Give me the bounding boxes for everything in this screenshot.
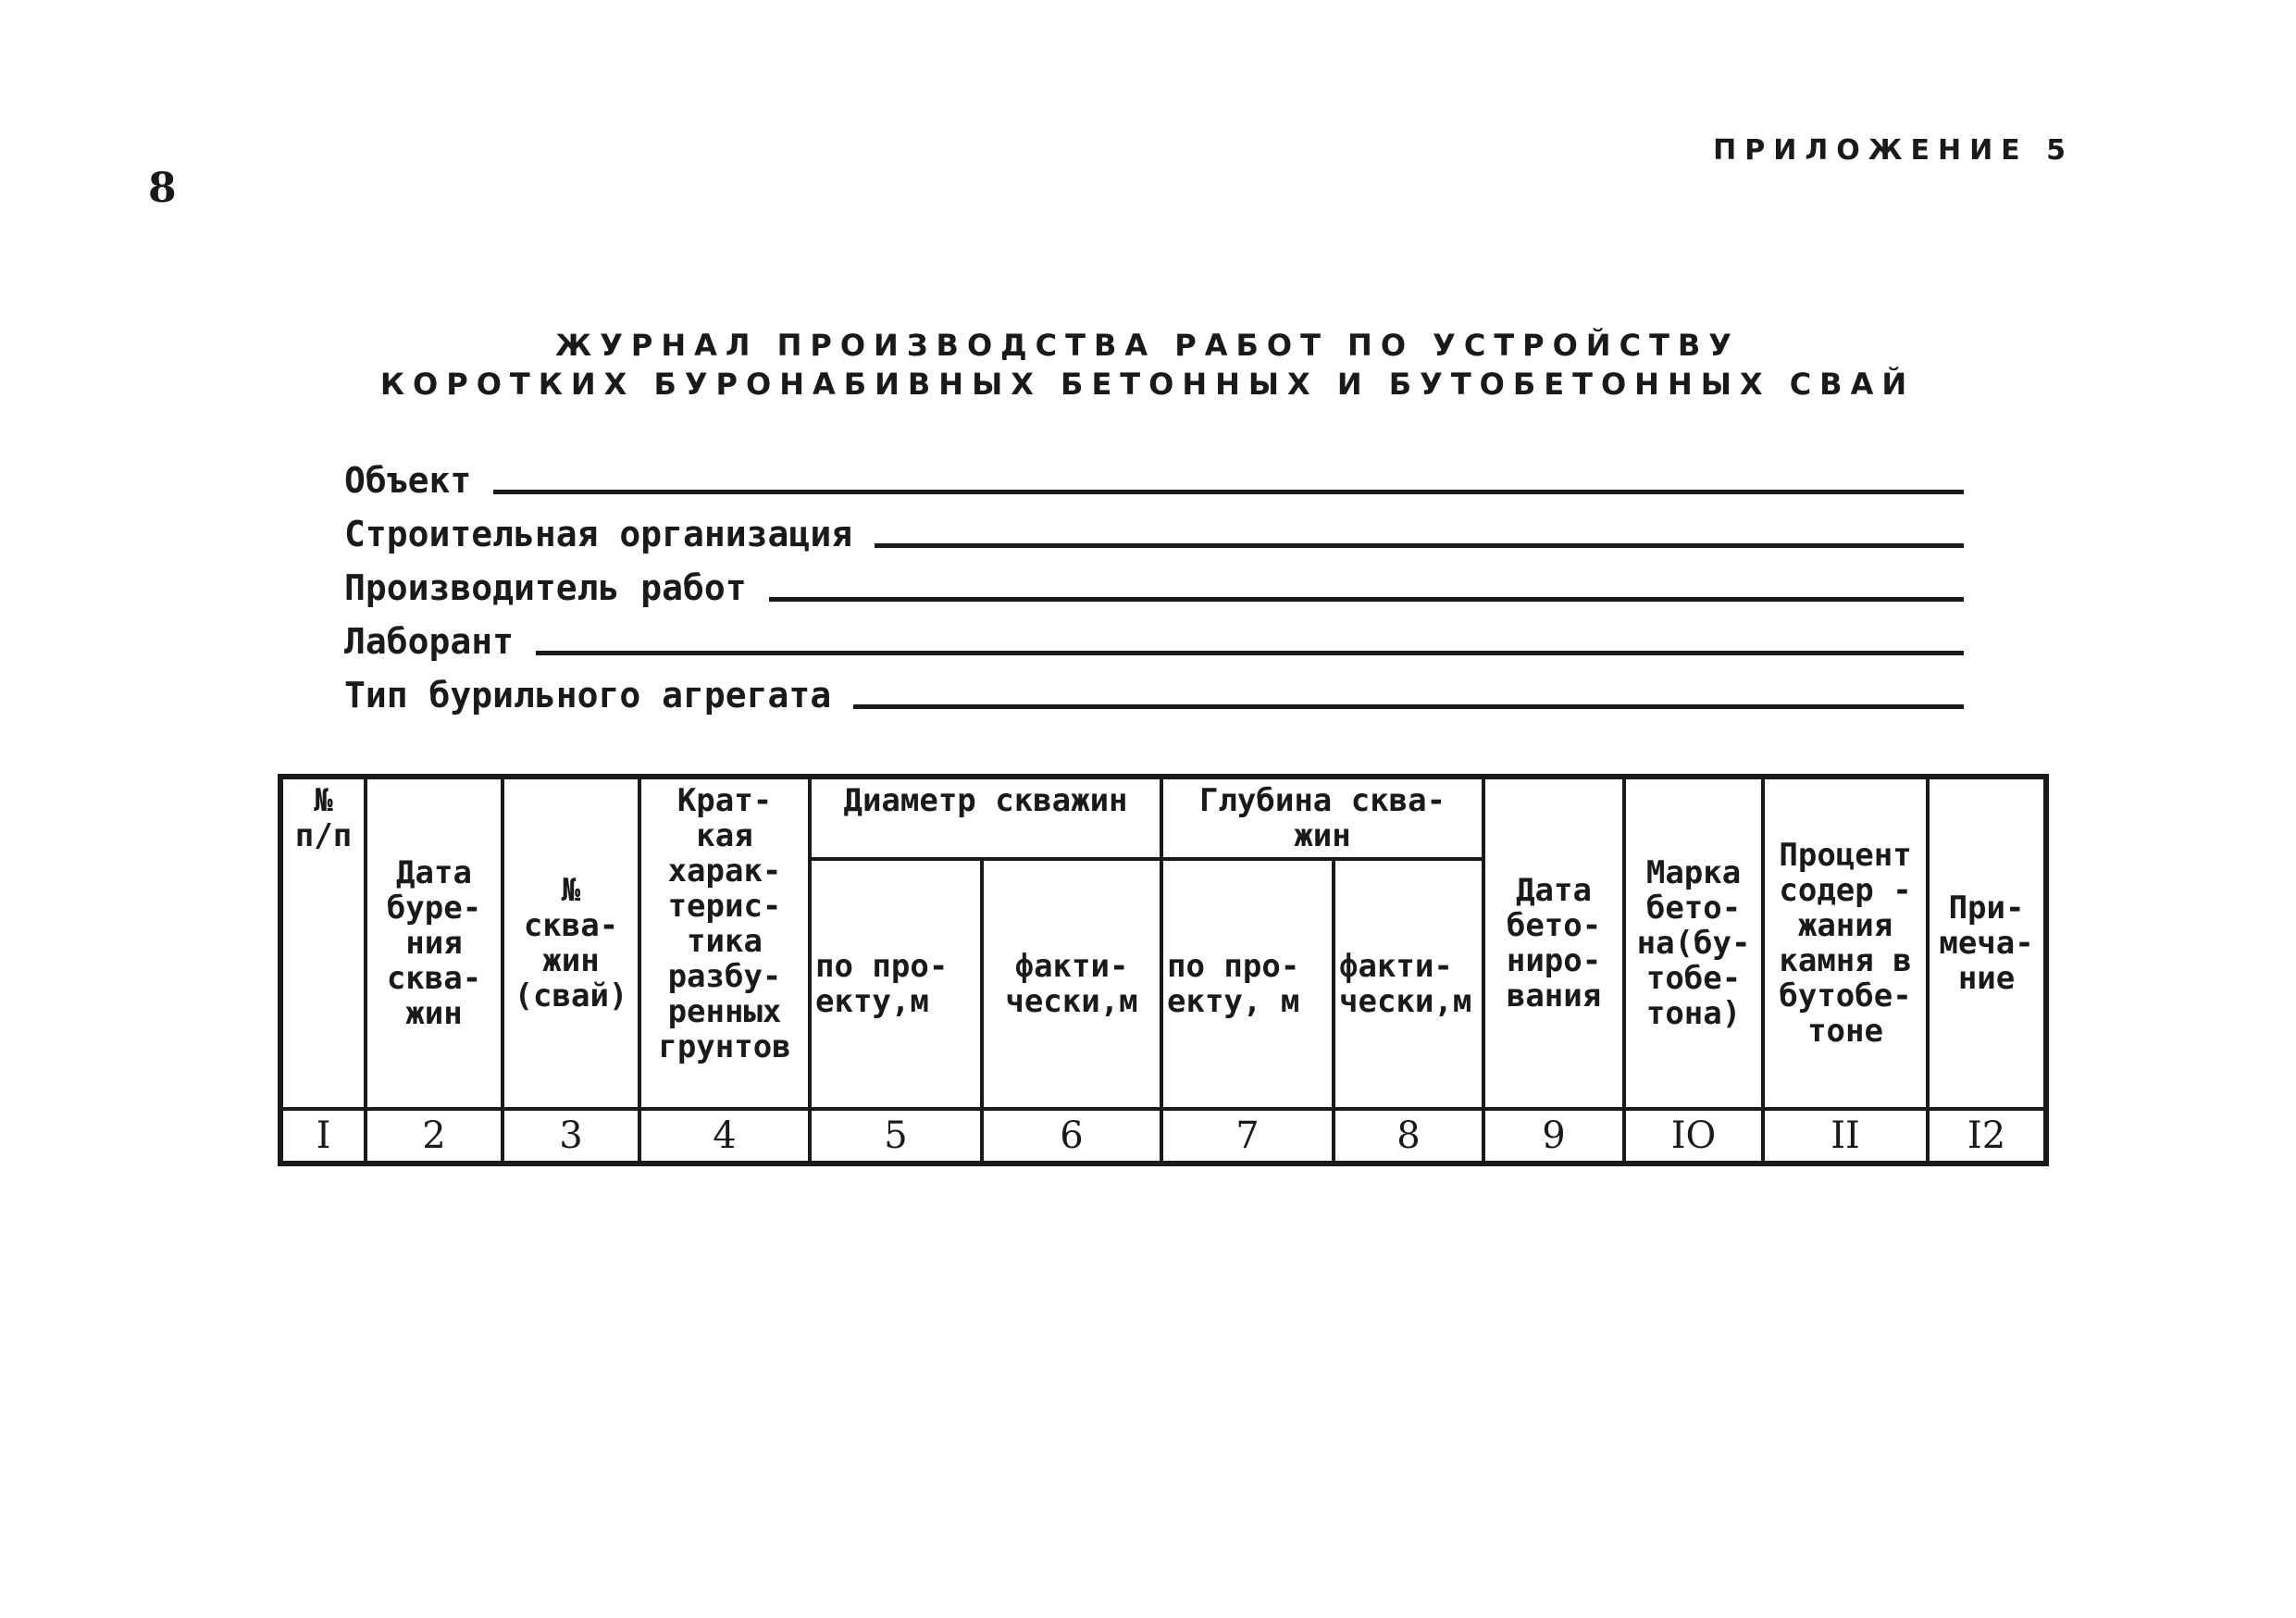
field-object-line bbox=[493, 490, 1964, 494]
field-foreman-line bbox=[769, 597, 1964, 602]
title-line-2: КОРОТКИХ БУРОНАБИВНЫХ БЕТОННЫХ И БУТОБЕТОННЫХ СВАЙ bbox=[379, 367, 1916, 402]
column-number: IO bbox=[1624, 1109, 1763, 1164]
title-line-1: ЖУРНАЛ ПРОИЗВОДСТВА РАБОТ ПО УСТРОЙСТВУ bbox=[555, 328, 1740, 363]
header-depth-actual: факти- чески,м bbox=[1334, 859, 1483, 1109]
header-notes: При- меча- ние bbox=[1928, 777, 2046, 1109]
field-organization bbox=[344, 502, 1964, 555]
column-number: 3 bbox=[503, 1109, 639, 1164]
header-fields bbox=[344, 448, 1964, 716]
field-organization-line bbox=[875, 543, 1964, 548]
column-number: 4 bbox=[639, 1109, 810, 1164]
header-well-number: № сква- жин (свай) bbox=[503, 777, 639, 1109]
field-drill-rig-label: Тип бурильного агрегата bbox=[344, 675, 832, 716]
appendix-label: ПРИЛОЖЕНИЕ 5 bbox=[1713, 134, 2074, 167]
field-lab-assistant-line bbox=[536, 651, 1964, 655]
header-row-number: № п/п bbox=[280, 777, 366, 1109]
column-number: 5 bbox=[810, 1109, 982, 1164]
header-drilling-date: Дата буре- ния сква- жин bbox=[366, 777, 503, 1109]
header-group-diameter: Диаметр скважин bbox=[810, 777, 1161, 859]
header-diameter-project: по про- екту,м bbox=[810, 859, 982, 1109]
field-lab-assistant bbox=[344, 609, 1964, 663]
journal-table bbox=[278, 774, 2049, 1166]
field-foreman-label: Производитель работ bbox=[344, 567, 747, 608]
column-number: 8 bbox=[1334, 1109, 1483, 1164]
header-diameter-actual: факти- чески,м bbox=[982, 859, 1161, 1109]
document-title bbox=[278, 326, 2017, 404]
column-number: II bbox=[1763, 1109, 1928, 1164]
column-number-row bbox=[280, 1109, 2046, 1164]
field-drill-rig bbox=[344, 663, 1964, 716]
field-object-label: Объект bbox=[344, 460, 472, 501]
header-depth-project: по про- екту, м bbox=[1161, 859, 1334, 1109]
field-foreman bbox=[344, 555, 1964, 609]
header-concreting-date: Дата бето- ниро- вания bbox=[1483, 777, 1624, 1109]
header-soil-description: Крат- кая харак- терис- тика разбу- ренных грунтов bbox=[639, 777, 810, 1109]
header-stone-percent: Процент содер - жания камня в бутобе- тоне bbox=[1763, 777, 1928, 1109]
column-number: 7 bbox=[1161, 1109, 1334, 1164]
column-number: 6 bbox=[982, 1109, 1161, 1164]
field-drill-rig-line bbox=[853, 704, 1964, 709]
header-concrete-grade: Марка бето- на(бу- тобе- тона) bbox=[1624, 777, 1763, 1109]
header-group-depth: Глубина сква- жин bbox=[1161, 777, 1483, 859]
column-number: I bbox=[280, 1109, 366, 1164]
column-number: I2 bbox=[1928, 1109, 2046, 1164]
field-organization-label: Строительная организация bbox=[344, 514, 853, 554]
field-lab-assistant-label: Лаборант bbox=[344, 621, 515, 662]
column-number: 9 bbox=[1483, 1109, 1624, 1164]
page-number: 8 bbox=[148, 165, 177, 212]
column-number: 2 bbox=[366, 1109, 503, 1164]
field-object bbox=[344, 448, 1964, 502]
